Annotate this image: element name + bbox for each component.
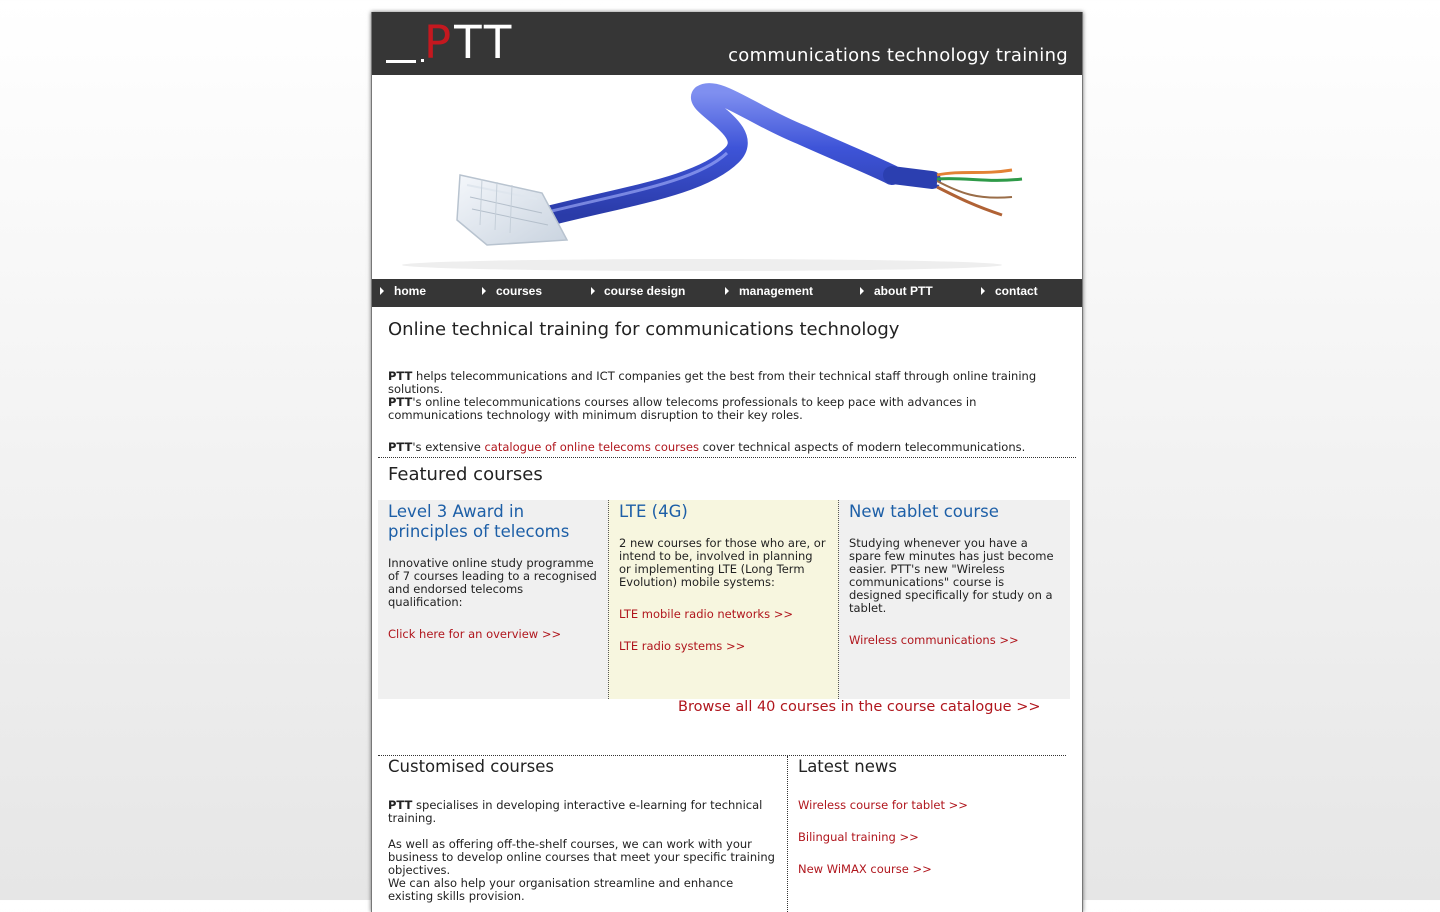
- overview-link[interactable]: Click here for an overview >>: [388, 627, 562, 641]
- arrow-right-icon: [380, 287, 384, 295]
- intro-text-1: helps telecommunications and ICT companies get the best from their technical staff through online training solutions.: [388, 369, 1037, 396]
- intro-paragraph: [388, 396, 1068, 422]
- news-heading: Latest news: [798, 757, 897, 776]
- site-header: [372, 12, 1082, 75]
- nav-label: courses: [496, 284, 543, 298]
- hero-cable-image: [372, 75, 1082, 279]
- customised-paragraph: We can also help your organisation streamline and enhance existing skills provision.: [388, 876, 734, 903]
- arrow-right-icon: [725, 287, 729, 295]
- logo-underscore: [386, 60, 416, 63]
- nav-label: management: [739, 284, 814, 298]
- arrow-right-icon: [860, 287, 864, 295]
- card-text: Studying whenever you have a spare few minutes has just become easier. PTT's new "Wireless communications" course is designed specifically for study on a tablet.: [849, 536, 1054, 615]
- brand-name: PTT: [388, 440, 413, 454]
- browse-catalogue-link[interactable]: Browse all 40 courses in the course catalogue >>: [678, 699, 1041, 715]
- network-cable-illustration: [372, 75, 1080, 279]
- main-nav: [372, 279, 1082, 307]
- intro-text-2: 's online telecommunications courses allow telecoms professionals to keep pace with advances in communications technology with minimum disruption to their key roles.: [388, 395, 977, 422]
- customised-paragraph: As well as offering off-the-shelf courses, we can work with your business to develop online courses that meet your specific training objectives.: [388, 837, 775, 877]
- brand-name: PTT: [388, 395, 413, 409]
- logo-letters: PTT: [424, 16, 515, 69]
- customised-courses-section: [388, 757, 780, 912]
- customised-heading: Customised courses: [388, 757, 555, 776]
- nav-label: home: [394, 284, 427, 298]
- featured-card-tablet: [839, 500, 1070, 699]
- news-item[interactable]: Wireless course for tablet >>: [798, 798, 968, 812]
- page-title: Online technical training for communications technology: [388, 319, 900, 340]
- intro-paragraph: [388, 441, 1068, 454]
- arrow-right-icon: [482, 287, 486, 295]
- card-text: Innovative online study programme of 7 courses leading to a recognised and endorsed telecoms qualification:: [388, 556, 597, 609]
- vertical-divider: [787, 756, 788, 912]
- card-title[interactable]: Level 3 Award in principles of telecoms: [388, 502, 570, 541]
- news-item[interactable]: New WiMAX course >>: [798, 862, 932, 876]
- card-title[interactable]: LTE (4G): [619, 502, 688, 521]
- latest-news-section: [798, 757, 1068, 895]
- intro-paragraph: [388, 370, 1068, 396]
- ptt-logo[interactable]: [386, 16, 536, 69]
- divider: [378, 755, 1066, 756]
- brand-name: PTT: [388, 369, 413, 383]
- arrow-right-icon: [591, 287, 595, 295]
- customised-paragraph: [388, 799, 780, 825]
- intro-text-3b: cover technical aspects of modern telecommunications.: [698, 440, 1026, 454]
- featured-courses-heading: Featured courses: [388, 464, 543, 485]
- page-container: [371, 12, 1083, 912]
- catalogue-link[interactable]: catalogue of online telecoms courses: [484, 440, 699, 454]
- rj45-plug: [457, 175, 567, 245]
- wireless-comms-link[interactable]: Wireless communications >>: [849, 633, 1019, 647]
- nav-label: about PTT: [874, 284, 933, 298]
- brand-name: PTT: [388, 798, 413, 812]
- divider: [378, 457, 1076, 458]
- customised-text-1: specialises in developing interactive e-learning for technical training.: [388, 798, 763, 825]
- nav-label: contact: [995, 284, 1038, 298]
- site-tagline: communications technology training: [728, 45, 1068, 66]
- lte-radio-link[interactable]: LTE radio systems >>: [619, 639, 746, 653]
- intro-text: [388, 370, 1068, 454]
- intro-text-3a: 's extensive: [412, 440, 485, 454]
- featured-card-lte: [608, 500, 839, 699]
- lte-networks-link[interactable]: LTE mobile radio networks >>: [619, 607, 794, 621]
- card-title[interactable]: New tablet course: [849, 502, 999, 521]
- news-item[interactable]: Bilingual training >>: [798, 830, 919, 844]
- nav-label: course design: [604, 284, 686, 298]
- card-text: 2 new courses for those who are, or intend to be, involved in planning or implementing LTE (Long Term Evolution) mobile systems:: [619, 536, 826, 589]
- featured-card-level3: [378, 500, 608, 699]
- arrow-right-icon: [981, 287, 985, 295]
